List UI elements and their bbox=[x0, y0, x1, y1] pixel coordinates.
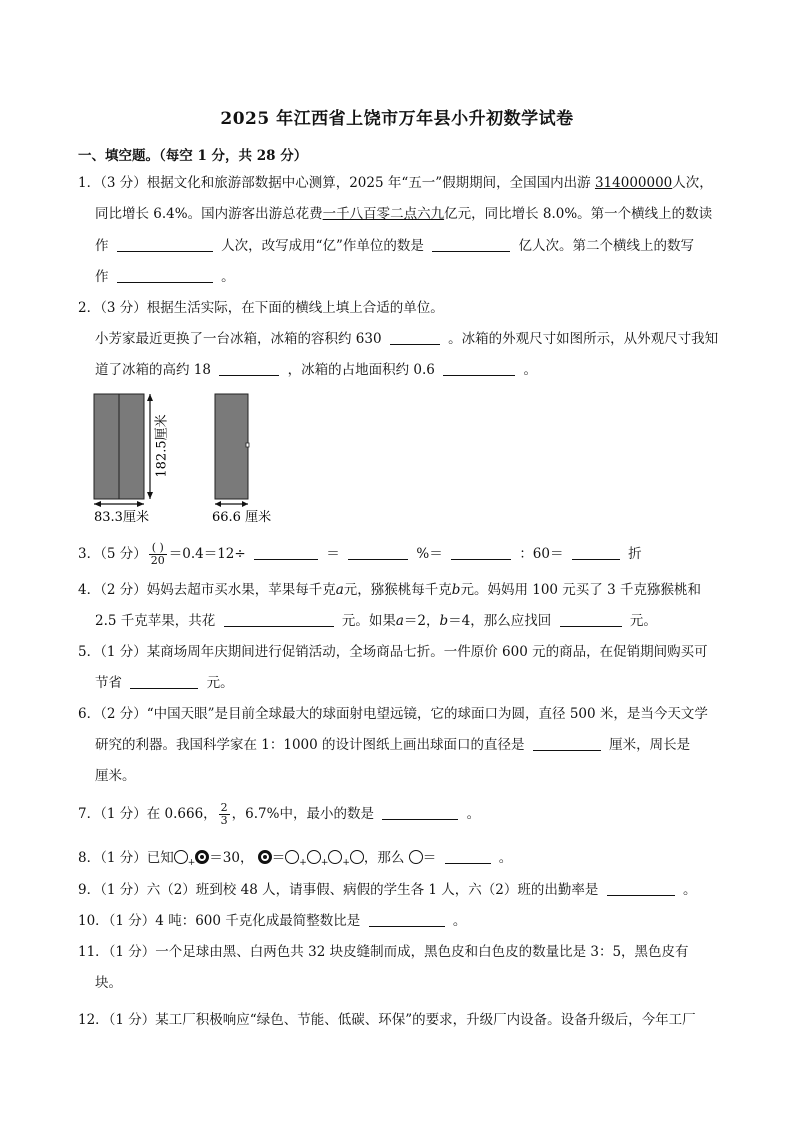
plus-sign: + bbox=[320, 858, 329, 868]
depth-label: 66.6 厘米 bbox=[212, 510, 272, 525]
question-text: 元。如果 bbox=[341, 613, 396, 629]
answer-blank[interactable] bbox=[382, 805, 458, 820]
plus-sign: + bbox=[342, 858, 350, 868]
answer-blank[interactable] bbox=[369, 912, 445, 927]
answer-blank[interactable] bbox=[130, 674, 198, 689]
answer-blank[interactable] bbox=[254, 545, 318, 560]
question-text: 节省 bbox=[95, 675, 122, 691]
answer-blank[interactable] bbox=[432, 237, 510, 252]
question-text: ，冰箱的占地面积约 0.6 bbox=[287, 362, 435, 378]
question-4-line-1 bbox=[78, 580, 701, 600]
answer-blank[interactable] bbox=[607, 881, 675, 896]
question-text: 。 bbox=[523, 362, 537, 378]
fraction-denominator: 20 bbox=[150, 554, 165, 567]
question-text: ＝ bbox=[326, 546, 340, 562]
question-text: 。 bbox=[466, 806, 481, 822]
question-text: 作 bbox=[95, 269, 109, 285]
question-text: 。 bbox=[498, 850, 513, 866]
question-text: 折 bbox=[628, 546, 642, 562]
answer-blank[interactable] bbox=[117, 268, 213, 283]
answer-blank[interactable] bbox=[117, 237, 213, 252]
question-6-line-2 bbox=[95, 735, 690, 755]
question-text: ，6.7%中，最小的数是 bbox=[231, 806, 374, 822]
question-text: ＝4，那么应找回 bbox=[448, 613, 552, 629]
question-text: 9．（1 分）六（2）班到校 48 人，请事假、病假的学生各 1 人，六（2）班的出勤率是 bbox=[78, 882, 599, 898]
question-text: 5．（1 分）某商场周年庆期间进行促销活动，全场商品七折。一件原价 600 元的商品，在促销期间购买可 bbox=[78, 644, 708, 660]
question-text: ：60＝ bbox=[519, 546, 564, 562]
question-10 bbox=[78, 911, 466, 931]
question-8 bbox=[78, 848, 512, 873]
question-2-line-2 bbox=[95, 329, 718, 349]
question-4-line-2 bbox=[95, 611, 657, 631]
question-text: 同比增长 6.4%。国内游客出游总花费 bbox=[95, 206, 323, 222]
question-text: 12．（1 分）某工厂积极响应“绿色、节能、低碳、环保”的要求，升级厂内设备。设备升级后，今年工厂 bbox=[78, 1012, 696, 1028]
answer-blank[interactable] bbox=[451, 545, 511, 560]
question-2-line-3 bbox=[95, 360, 537, 380]
question-text: 元，猕猴桃每千克 bbox=[343, 582, 452, 598]
variable-b: b bbox=[451, 582, 461, 598]
page-title: 2025 年江西省上饶市万年县小升初数学试卷 bbox=[220, 109, 574, 129]
hollow-circle-icon bbox=[174, 850, 188, 864]
hollow-circle-icon bbox=[409, 850, 423, 864]
width-label: 83.3厘米 bbox=[94, 510, 149, 525]
fridge-side-view bbox=[215, 394, 248, 499]
question-text: 亿元，同比增长 8.0%。第一个横线上的数读 bbox=[444, 206, 713, 222]
answer-blank[interactable] bbox=[348, 545, 408, 560]
arrow-head-icon bbox=[137, 501, 144, 507]
question-text: 。 bbox=[452, 913, 467, 929]
answer-blank[interactable] bbox=[390, 330, 440, 345]
question-text: 。冰箱的外观尺寸如图所示，从外观尺寸我知 bbox=[448, 331, 719, 347]
question-text: 。 bbox=[221, 269, 235, 285]
question-text: ＝ bbox=[422, 850, 437, 866]
question-1-line-1 bbox=[78, 173, 713, 193]
fraction bbox=[219, 802, 230, 827]
fraction-numerator: ( ) bbox=[149, 542, 167, 555]
arrow-head-icon bbox=[147, 394, 153, 401]
question-text: 道了冰箱的高约 18 bbox=[95, 362, 211, 378]
question-text: 11．（1 分）一个足球由黑、白两色共 32 块皮缝制而成，黑色皮和白色皮的数量比是 3：5，黑色皮有 bbox=[78, 944, 689, 960]
question-text: ＝0.4＝12÷ bbox=[168, 546, 246, 562]
question-text: 元。 bbox=[629, 613, 657, 629]
question-text: ＝2， bbox=[403, 613, 440, 629]
question-text: %＝ bbox=[416, 546, 443, 562]
answer-blank[interactable] bbox=[560, 612, 622, 627]
question-11-line-1 bbox=[78, 942, 689, 962]
question-1-line-4 bbox=[95, 267, 235, 287]
hollow-circle-icon bbox=[307, 850, 321, 864]
question-text: 亿人次。第二个横线上的数写 bbox=[518, 238, 694, 254]
arrow-head-icon bbox=[215, 501, 221, 507]
plus-sign: + bbox=[299, 858, 307, 868]
underlined-words: 一千八百零二点六九 bbox=[322, 206, 445, 222]
question-2-line-1 bbox=[78, 298, 444, 318]
question-text: 7．（1 分）在 0.666， bbox=[78, 806, 217, 822]
question-text: 块。 bbox=[95, 975, 122, 991]
fridge-handle-icon bbox=[246, 443, 249, 447]
question-6-line-1 bbox=[78, 704, 708, 724]
arrow-head-icon bbox=[147, 492, 153, 499]
variable-a: a bbox=[335, 582, 344, 598]
question-text: 4．（2 分）妈妈去超市买水果，苹果每千克 bbox=[78, 582, 336, 598]
fraction-numerator: 2 bbox=[220, 801, 228, 814]
question-text: 元。妈妈用 100 元买了 3 千克猕猴桃和 bbox=[460, 582, 701, 598]
answer-blank[interactable] bbox=[224, 612, 334, 627]
fraction bbox=[149, 542, 167, 567]
question-text: ，那么 bbox=[363, 850, 405, 866]
dotted-circle-icon bbox=[258, 850, 272, 864]
question-5-line-2 bbox=[95, 673, 234, 693]
height-label: 182.5厘米 bbox=[154, 414, 170, 478]
question-text: ＝ bbox=[271, 850, 286, 866]
question-9 bbox=[78, 880, 696, 900]
variable-b: b bbox=[439, 613, 449, 629]
hollow-circle-icon bbox=[328, 850, 342, 864]
question-text: 。 bbox=[682, 882, 697, 898]
question-11-line-2 bbox=[95, 973, 122, 993]
variable-a: a bbox=[395, 613, 404, 629]
question-1-line-3 bbox=[95, 236, 694, 256]
answer-blank[interactable] bbox=[219, 361, 279, 376]
question-text: ＝30， bbox=[209, 850, 254, 866]
answer-blank[interactable] bbox=[572, 545, 620, 560]
question-text: 作 bbox=[95, 238, 109, 254]
question-text: 3．（5 分） bbox=[78, 546, 147, 562]
question-text: 8．（1 分）已知 bbox=[78, 850, 174, 866]
question-text: 人次， bbox=[672, 175, 713, 191]
question-1-line-2 bbox=[95, 204, 712, 224]
question-text: 厘米，周长是 bbox=[609, 737, 691, 753]
hollow-circle-icon bbox=[285, 850, 299, 864]
dotted-circle-icon bbox=[195, 850, 209, 864]
question-text: 1．（3 分）根据文化和旅游部数据中心测算，2025 年“五一”假期期间，全国国内出游 bbox=[78, 175, 591, 191]
question-text: 6．（2 分）“中国天眼”是目前全球最大的球面射电望远镜，它的球面口为圆，直径 500 米，是当今天文学 bbox=[78, 706, 708, 722]
question-text: 2.5 千克苹果，共花 bbox=[95, 613, 216, 629]
question-text: 小芳家最近更换了一台冰箱，冰箱的容积约 630 bbox=[95, 331, 382, 347]
fraction-denominator: 3 bbox=[220, 814, 228, 827]
fridge-figure bbox=[88, 388, 288, 528]
plus-sign: + bbox=[187, 858, 196, 868]
question-text: 人次，改写成用“亿”作单位的数是 bbox=[221, 238, 424, 254]
question-3 bbox=[78, 542, 642, 567]
answer-blank[interactable] bbox=[443, 361, 515, 376]
underlined-number: 314000000 bbox=[594, 175, 673, 191]
section-heading: 一、填空题。（每空 1 分，共 28 分） bbox=[78, 148, 308, 164]
question-text: 2．（3 分）根据生活实际，在下面的横线上填上合适的单位。 bbox=[78, 300, 444, 316]
question-12-line-1 bbox=[78, 1010, 696, 1030]
question-7 bbox=[78, 802, 480, 827]
question-text: 厘米。 bbox=[95, 768, 136, 784]
answer-blank[interactable] bbox=[445, 849, 491, 864]
answer-blank[interactable] bbox=[533, 736, 601, 751]
hollow-circle-icon bbox=[350, 850, 364, 864]
question-6-line-3 bbox=[95, 766, 136, 786]
question-text: 元。 bbox=[206, 675, 234, 691]
question-5-line-1 bbox=[78, 642, 708, 662]
question-text: 研究的利器。我国科学家在 1：1000 的设计图纸上画出球面口的直径是 bbox=[95, 737, 525, 753]
question-text: 10．（1 分）4 吨：600 千克化成最简整数比是 bbox=[78, 913, 361, 929]
arrow-head-icon bbox=[94, 501, 101, 507]
arrow-head-icon bbox=[242, 501, 248, 507]
